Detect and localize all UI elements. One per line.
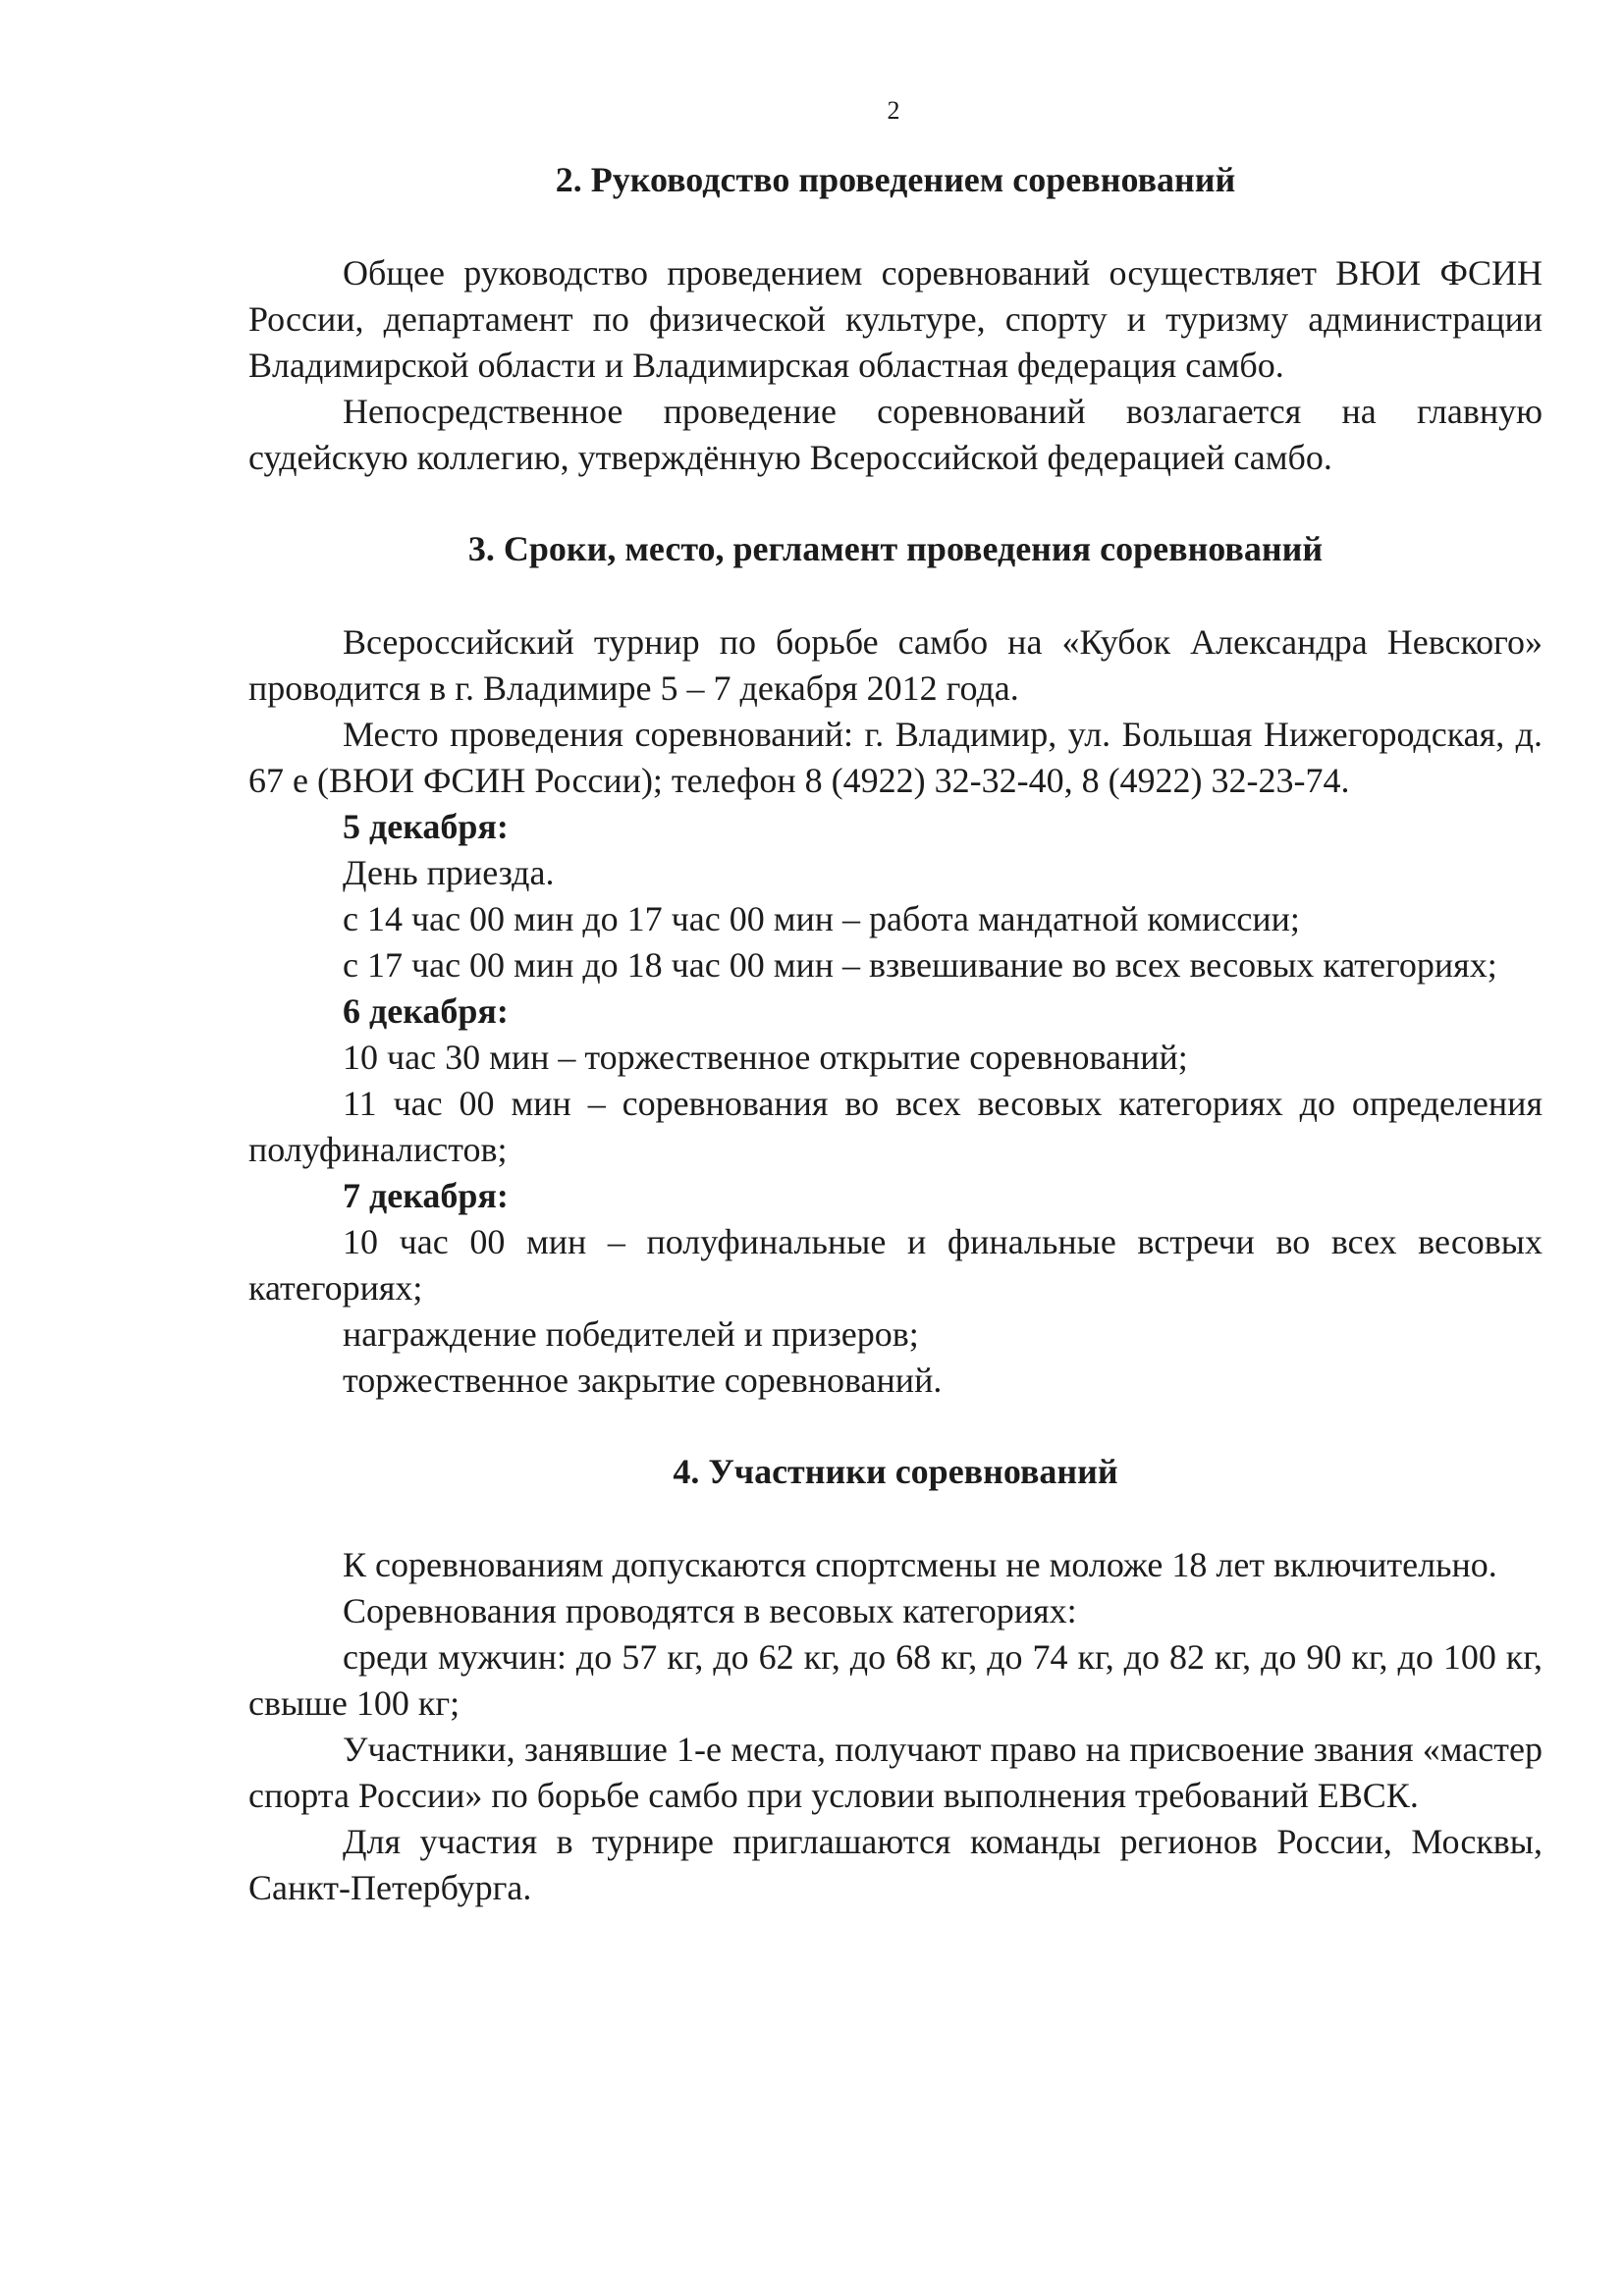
section-participants xyxy=(248,1449,1543,1911)
schedule-item: 11 час 00 мин – соревнования во всех весовых категориях до определения полуфиналистов; xyxy=(248,1084,1543,1169)
schedule-item: День приезда. xyxy=(343,853,555,892)
paragraph: Место проведения соревнований: г. Владимир, ул. Большая Нижегородская, д. 67 е (ВЮИ ФСИН России); телефон 8 (4922) 32-32-40, 8 (4922) 32-23-74. xyxy=(248,715,1543,800)
section-management xyxy=(248,157,1543,481)
schedule-item: с 17 час 00 мин до 18 час 00 мин – взвешивание во всех весовых категориях; xyxy=(343,945,1497,985)
paragraph: К соревнованиям допускаются спортсмены не моложе 18 лет включительно. xyxy=(343,1545,1497,1584)
paragraph: Непосредственное проведение соревнований возлагается на главную судейскую коллегию, утверждённую Всероссийской федерацией самбо. xyxy=(248,392,1543,477)
document-body xyxy=(248,157,1543,1911)
schedule-date: 6 декабря: xyxy=(343,991,509,1031)
paragraph: Всероссийский турнир по борьбе самбо на «Кубок Александра Невского» проводится в г. Владимире 5 – 7 декабря 2012 года. xyxy=(248,622,1543,708)
schedule-date: 7 декабря: xyxy=(343,1176,509,1215)
paragraph: Участники, занявшие 1-е места, получают право на присвоение звания «мастер спорта России» по борьбе самбо при условии выполнения требований ЕВСК. xyxy=(248,1730,1543,1815)
paragraph: Общее руководство проведением соревнований осуществляет ВЮИ ФСИН России, департамент по физической культуре, спорту и туризму администрации Владимирской области и Владимирская областная федерация самбо. xyxy=(248,253,1543,385)
paragraph: среди мужчин: до 57 кг, до 62 кг, до 68 кг, до 74 кг, до 82 кг, до 90 кг, до 100 кг, свыше 100 кг; xyxy=(248,1637,1543,1723)
section-heading: 3. Сроки, место, регламент проведения соревнований xyxy=(467,529,1324,568)
schedule-item: 10 час 30 мин – торжественное открытие соревнований; xyxy=(343,1038,1188,1077)
schedule-item: торжественное закрытие соревнований. xyxy=(343,1361,943,1400)
section-heading: 4. Участники соревнований xyxy=(673,1452,1118,1491)
paragraph: Для участия в турнире приглашаются команды регионов России, Москвы, Санкт-Петербурга. xyxy=(248,1822,1543,1907)
page-number: 2 xyxy=(887,96,900,125)
section-schedule xyxy=(248,526,1543,1404)
paragraph: Соревнования проводятся в весовых категориях: xyxy=(343,1591,1077,1630)
schedule-item: с 14 час 00 мин до 17 час 00 мин – работа мандатной комиссии; xyxy=(343,899,1300,938)
schedule-item: 10 час 00 мин – полуфинальные и финальные встречи во всех весовых категориях; xyxy=(248,1222,1543,1308)
schedule-date: 5 декабря: xyxy=(343,807,509,846)
section-heading: 2. Руководство проведением соревнований xyxy=(555,160,1236,199)
schedule-item: награждение победителей и призеров; xyxy=(343,1314,919,1354)
